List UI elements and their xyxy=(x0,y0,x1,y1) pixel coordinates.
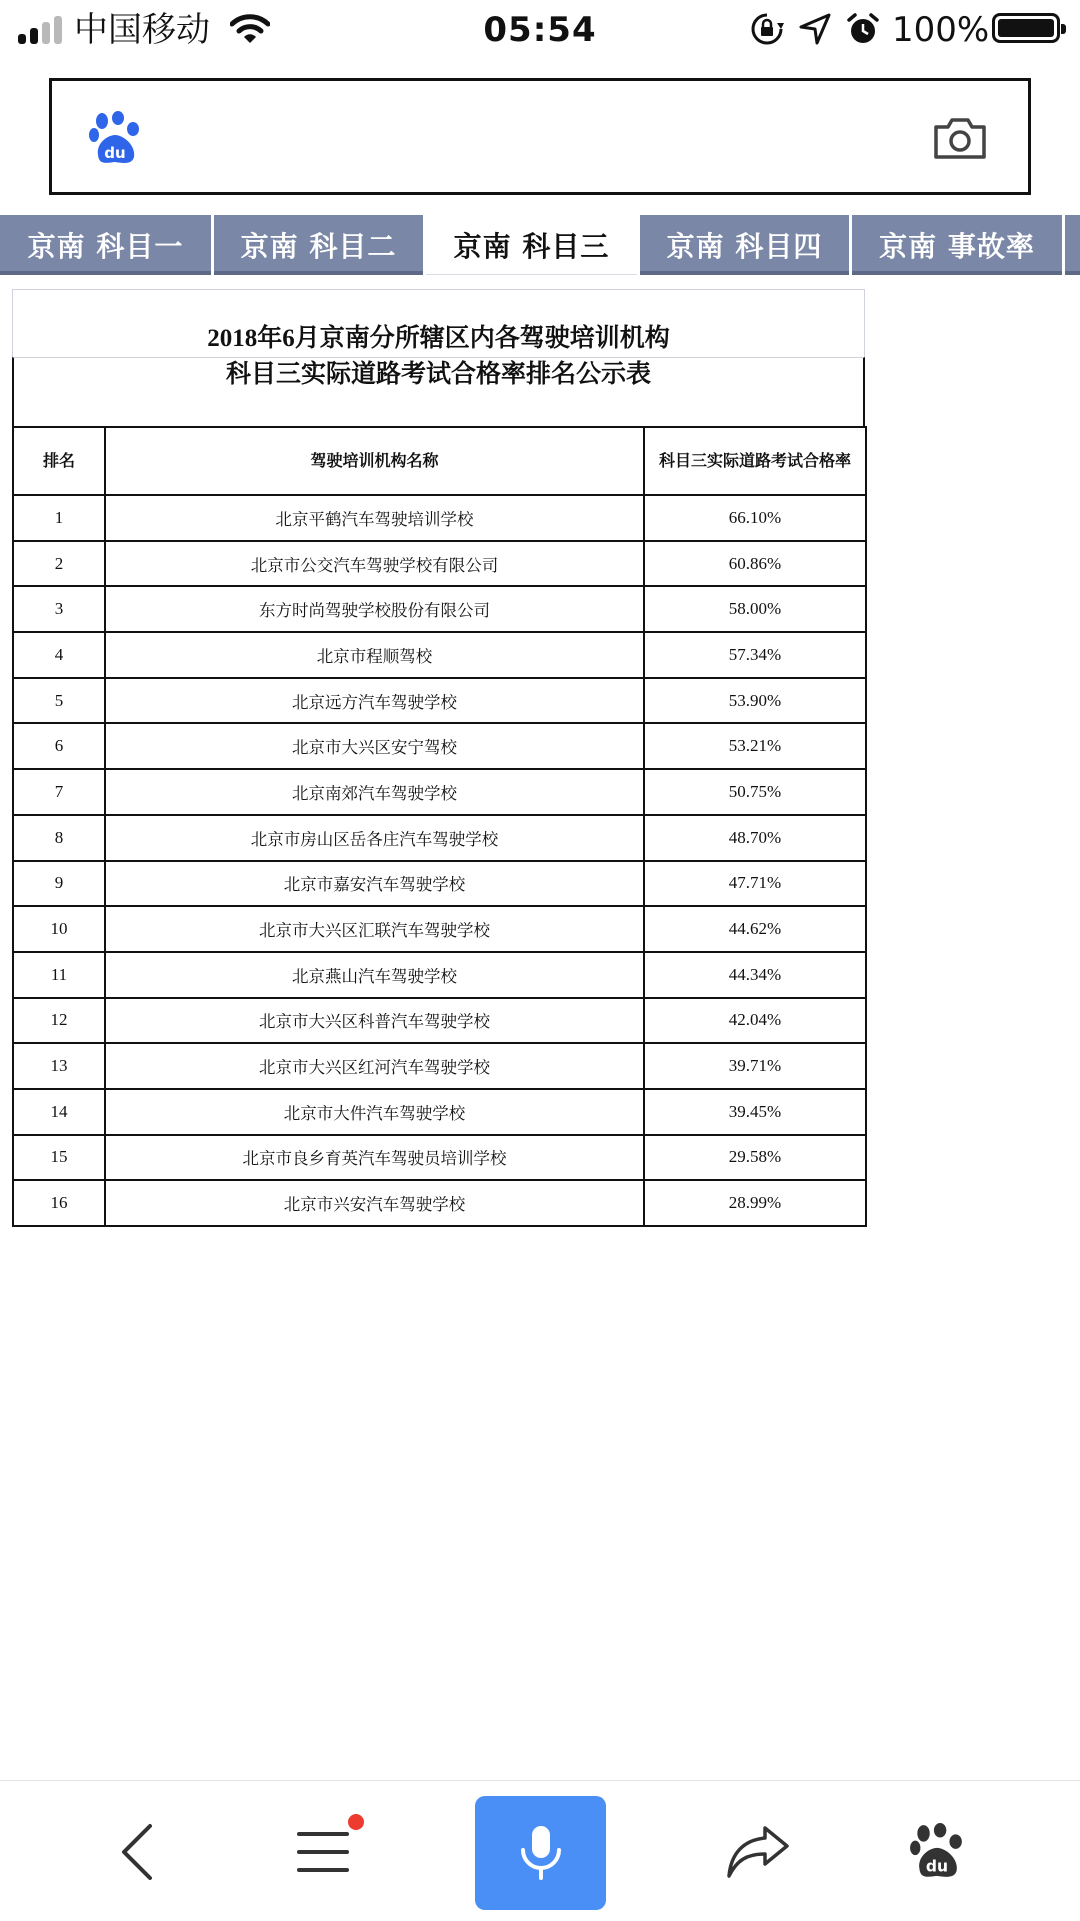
pass-rate-cell: 60.86% xyxy=(644,541,866,587)
header-rate: 科目三实际道路考试合格率 xyxy=(644,427,866,495)
rank-cell: 2 xyxy=(13,541,105,587)
table-row xyxy=(13,1180,866,1226)
pass-rate-cell: 48.70% xyxy=(644,815,866,861)
table-row xyxy=(13,678,866,724)
tab-subject-1[interactable]: 京南 科目一 xyxy=(0,215,211,275)
school-name-cell: 北京市良乡育英汽车驾驶员培训学校 xyxy=(105,1135,644,1181)
school-name-cell: 北京市大兴区科普汽车驾驶学校 xyxy=(105,998,644,1044)
rank-cell: 15 xyxy=(13,1135,105,1181)
school-name-cell: 东方时尚驾驶学校股份有限公司 xyxy=(105,586,644,632)
pass-rate-cell: 58.00% xyxy=(644,586,866,632)
table-row xyxy=(13,906,866,952)
microphone-icon xyxy=(518,1824,564,1882)
table-row xyxy=(13,861,866,907)
baidu-paw-icon xyxy=(909,1823,965,1881)
school-name-cell: 北京市程顺驾校 xyxy=(105,632,644,678)
rank-cell: 7 xyxy=(13,769,105,815)
school-name-cell: 北京市兴安汽车驾驶学校 xyxy=(105,1180,644,1226)
school-name-cell: 北京市嘉安汽车驾驶学校 xyxy=(105,861,644,907)
rank-cell: 5 xyxy=(13,678,105,724)
tab-overflow[interactable] xyxy=(1065,215,1080,275)
header-name: 驾驶培训机构名称 xyxy=(105,427,644,495)
tab-accident-rate[interactable]: 京南 事故率 xyxy=(852,215,1062,275)
table-row xyxy=(13,952,866,998)
menu-icon xyxy=(295,1828,351,1876)
table-row xyxy=(13,1043,866,1089)
back-button[interactable] xyxy=(73,1781,203,1921)
battery-percent: 100% xyxy=(892,10,990,50)
document-subtitle: 科目三实际道路考试合格率排名公示表 xyxy=(225,361,651,388)
alarm-icon xyxy=(846,12,880,46)
school-name-cell: 北京市大兴区汇联汽车驾驶学校 xyxy=(105,906,644,952)
tab-subject-3[interactable]: 京南 科目三 xyxy=(426,215,637,275)
pass-rate-cell: 28.99% xyxy=(644,1180,866,1226)
pass-rate-cell: 66.10% xyxy=(644,495,866,541)
baidu-home-button[interactable] xyxy=(872,1781,1002,1921)
table-row xyxy=(13,632,866,678)
menu-button[interactable] xyxy=(258,1781,388,1921)
school-name-cell: 北京市公交汽车驾驶学校有限公司 xyxy=(105,541,644,587)
pass-rate-cell: 39.71% xyxy=(644,1043,866,1089)
rotation-lock-icon xyxy=(750,12,784,46)
school-name-cell: 北京市大兴区安宁驾校 xyxy=(105,723,644,769)
rank-cell: 3 xyxy=(13,586,105,632)
svg-text:du: du xyxy=(104,144,126,162)
tab-bar xyxy=(0,215,1080,275)
table-row xyxy=(13,1089,866,1135)
school-name-cell: 北京市大件汽车驾驶学校 xyxy=(105,1089,644,1135)
rank-cell: 14 xyxy=(13,1089,105,1135)
table-row xyxy=(13,495,866,541)
rank-cell: 4 xyxy=(13,632,105,678)
rank-cell: 10 xyxy=(13,906,105,952)
rank-cell: 12 xyxy=(13,998,105,1044)
table-row xyxy=(13,541,866,587)
school-name-cell: 北京南郊汽车驾驶学校 xyxy=(105,769,644,815)
location-icon xyxy=(798,12,832,46)
back-icon xyxy=(118,1822,158,1882)
ranking-table xyxy=(12,426,867,1227)
table-row xyxy=(13,815,866,861)
table-row xyxy=(13,723,866,769)
school-name-cell: 北京平鹤汽车驾驶培训学校 xyxy=(105,495,644,541)
share-button[interactable] xyxy=(693,1781,823,1921)
table-row xyxy=(13,998,866,1044)
pass-rate-cell: 29.58% xyxy=(644,1135,866,1181)
svg-text:du: du xyxy=(925,1857,949,1876)
rank-cell: 9 xyxy=(13,861,105,907)
rank-cell: 13 xyxy=(13,1043,105,1089)
pass-rate-cell: 47.71% xyxy=(644,861,866,907)
rank-cell: 1 xyxy=(13,495,105,541)
pass-rate-cell: 42.04% xyxy=(644,998,866,1044)
table-row xyxy=(13,1135,866,1181)
bottom-navigation xyxy=(0,1780,1080,1921)
school-name-cell: 北京燕山汽车驾驶学校 xyxy=(105,952,644,998)
voice-search-button[interactable] xyxy=(475,1796,606,1910)
pass-rate-cell: 53.21% xyxy=(644,723,866,769)
clock: 05:54 xyxy=(483,10,597,50)
share-icon xyxy=(725,1824,791,1880)
tab-subject-2[interactable]: 京南 科目二 xyxy=(214,215,423,275)
header-rank: 排名 xyxy=(13,427,105,495)
search-box[interactable] xyxy=(49,78,1031,195)
pass-rate-cell: 57.34% xyxy=(644,632,866,678)
pass-rate-cell: 44.34% xyxy=(644,952,866,998)
battery-icon xyxy=(992,13,1060,43)
tab-subject-4[interactable]: 京南 科目四 xyxy=(640,215,849,275)
rank-cell: 8 xyxy=(13,815,105,861)
table-header-row xyxy=(13,427,866,495)
table-row xyxy=(13,769,866,815)
baidu-paw-icon xyxy=(88,111,142,167)
rank-cell: 16 xyxy=(13,1180,105,1226)
rank-cell: 11 xyxy=(13,952,105,998)
table-row xyxy=(13,586,866,632)
pass-rate-cell: 39.45% xyxy=(644,1089,866,1135)
rank-cell: 6 xyxy=(13,723,105,769)
status-bar xyxy=(0,0,1080,62)
pass-rate-cell: 53.90% xyxy=(644,678,866,724)
carrier-name: 中国移动 xyxy=(74,10,210,50)
school-name-cell: 北京远方汽车驾驶学校 xyxy=(105,678,644,724)
camera-icon[interactable] xyxy=(932,115,988,161)
school-name-cell: 北京市房山区岳各庄汽车驾驶学校 xyxy=(105,815,644,861)
school-name-cell: 北京市大兴区红河汽车驾驶学校 xyxy=(105,1043,644,1089)
pass-rate-cell: 44.62% xyxy=(644,906,866,952)
pass-rate-cell: 50.75% xyxy=(644,769,866,815)
document-title: 2018年6月京南分所辖区内各驾驶培训机构 xyxy=(207,325,670,352)
notification-dot xyxy=(348,1814,364,1830)
